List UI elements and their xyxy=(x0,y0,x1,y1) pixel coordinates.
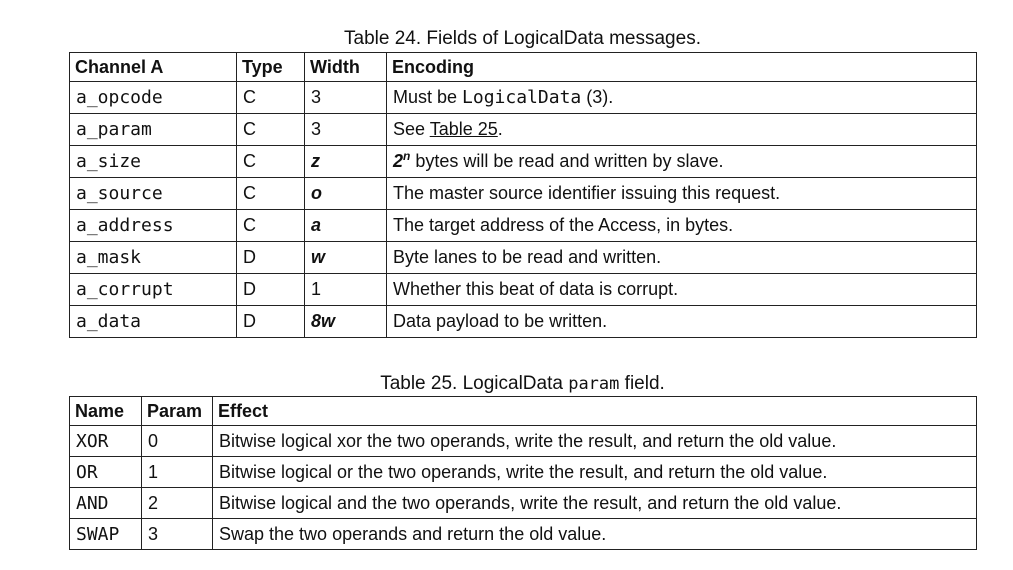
caption-text: field. xyxy=(619,373,665,394)
column-header: Encoding xyxy=(387,53,977,82)
column-header: Param xyxy=(142,397,213,426)
field-name: a_address xyxy=(70,210,237,242)
field-encoding: The master source identifier issuing this request. xyxy=(387,178,977,210)
table-row xyxy=(70,146,977,178)
field-width: 8w xyxy=(305,306,387,338)
column-header: Effect xyxy=(213,397,977,426)
field-encoding xyxy=(387,82,977,114)
op-param: 1 xyxy=(142,457,213,488)
encoding-exponent: n xyxy=(403,149,411,163)
field-width: 1 xyxy=(305,274,387,306)
table-row xyxy=(70,519,977,550)
logicaldata-fields-table xyxy=(69,52,977,338)
table-25-caption xyxy=(70,372,975,396)
table-header-row xyxy=(70,53,977,82)
encoding-base: 2 xyxy=(393,151,404,171)
field-type: D xyxy=(237,306,305,338)
encoding-text: See xyxy=(393,119,430,139)
op-param: 3 xyxy=(142,519,213,550)
table-25-link[interactable]: Table 25 xyxy=(429,119,498,139)
field-type: D xyxy=(237,274,305,306)
table-row xyxy=(70,426,977,457)
table-row xyxy=(70,210,977,242)
column-header: Width xyxy=(305,53,387,82)
encoding-text: (3). xyxy=(581,87,614,107)
field-width: a xyxy=(305,210,387,242)
field-name: a_size xyxy=(70,146,237,178)
encoding-code: LogicalData xyxy=(462,87,582,108)
op-effect: Bitwise logical or the two operands, write the result, and return the old value. xyxy=(213,457,977,488)
field-width: o xyxy=(305,178,387,210)
op-name: XOR xyxy=(70,426,142,457)
field-name: a_data xyxy=(70,306,237,338)
field-name: a_param xyxy=(70,114,237,146)
table-header-row xyxy=(70,397,977,426)
field-encoding: Byte lanes to be read and written. xyxy=(387,242,977,274)
field-name: a_corrupt xyxy=(70,274,237,306)
field-name: a_opcode xyxy=(70,82,237,114)
field-width: z xyxy=(305,146,387,178)
encoding-text: Must be xyxy=(393,87,463,107)
column-header: Name xyxy=(70,397,142,426)
field-width: w xyxy=(305,242,387,274)
field-type: C xyxy=(237,146,305,178)
field-encoding xyxy=(387,114,977,146)
field-name: a_mask xyxy=(70,242,237,274)
field-type: C xyxy=(237,114,305,146)
caption-code: param xyxy=(568,374,620,394)
column-header: Type xyxy=(237,53,305,82)
logicaldata-param-table xyxy=(69,396,977,550)
field-width: 3 xyxy=(305,82,387,114)
field-type: C xyxy=(237,82,305,114)
caption-text: Table 25. LogicalData xyxy=(380,373,569,394)
op-effect: Swap the two operands and return the old value. xyxy=(213,519,977,550)
table-row xyxy=(70,82,977,114)
op-name: OR xyxy=(70,457,142,488)
table-row xyxy=(70,306,977,338)
table-row xyxy=(70,178,977,210)
field-encoding: Whether this beat of data is corrupt. xyxy=(387,274,977,306)
table-row xyxy=(70,274,977,306)
op-name: SWAP xyxy=(70,519,142,550)
field-encoding xyxy=(387,146,977,178)
op-name: AND xyxy=(70,488,142,519)
table-row xyxy=(70,242,977,274)
column-header: Channel A xyxy=(70,53,237,82)
field-width: 3 xyxy=(305,114,387,146)
field-type: D xyxy=(237,242,305,274)
field-type: C xyxy=(237,178,305,210)
field-encoding: The target address of the Access, in bytes. xyxy=(387,210,977,242)
field-name: a_source xyxy=(70,178,237,210)
encoding-text: . xyxy=(497,119,503,139)
table-24-caption: Table 24. Fields of LogicalData messages. xyxy=(344,28,701,49)
op-effect: Bitwise logical xor the two operands, write the result, and return the old value. xyxy=(213,426,977,457)
table-row xyxy=(70,488,977,519)
op-param: 0 xyxy=(142,426,213,457)
op-param: 2 xyxy=(142,488,213,519)
table-row xyxy=(70,114,977,146)
field-encoding: Data payload to be written. xyxy=(387,306,977,338)
table-row xyxy=(70,457,977,488)
encoding-text: bytes will be read and written by slave. xyxy=(410,151,724,171)
field-type: C xyxy=(237,210,305,242)
op-effect: Bitwise logical and the two operands, write the result, and return the old value. xyxy=(213,488,977,519)
